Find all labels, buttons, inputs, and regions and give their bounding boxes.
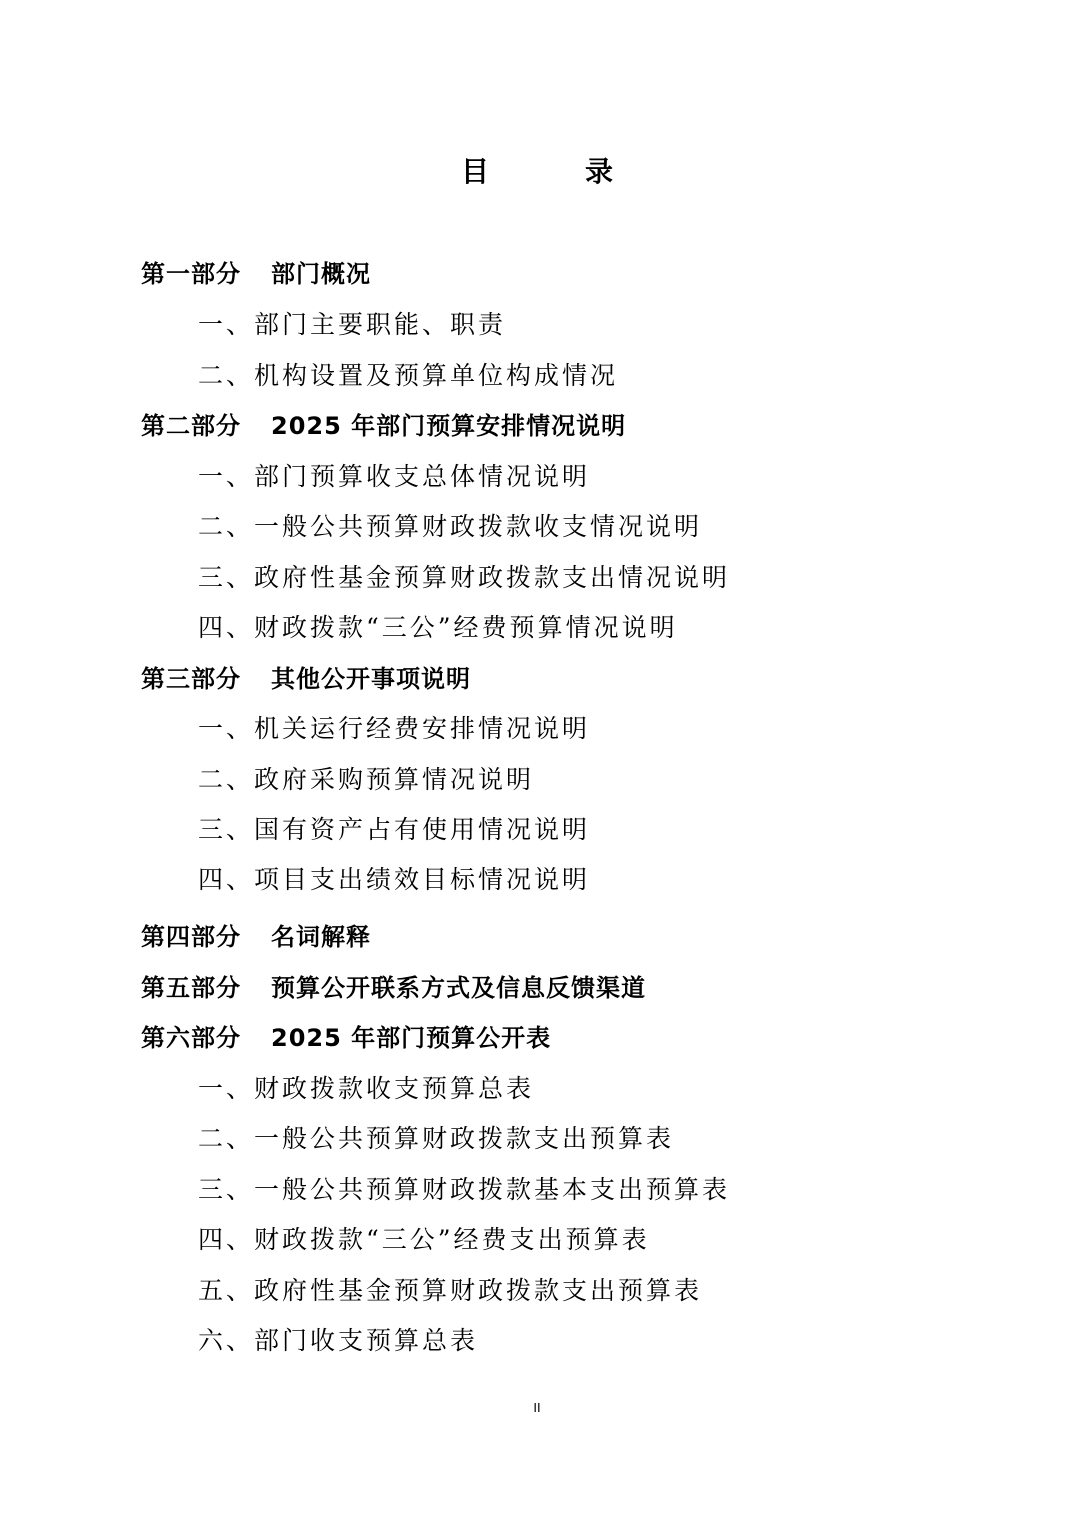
toc-item[interactable]: 二、一般公共预算财政拨款收支情况说明	[198, 512, 703, 541]
toc-part-2[interactable]	[141, 406, 626, 446]
toc-part-6[interactable]	[141, 1018, 551, 1058]
part-title: 名词解释	[271, 923, 371, 951]
part-title: 部门概况	[271, 260, 371, 288]
part-number: 第三部分	[141, 665, 241, 693]
toc-item[interactable]: 四、财政拨款“三公”经费支出预算表	[198, 1225, 650, 1254]
toc-item[interactable]: 三、一般公共预算财政拨款基本支出预算表	[198, 1175, 731, 1204]
toc-part-4[interactable]	[141, 917, 371, 957]
toc-item[interactable]: 四、项目支出绩效目标情况说明	[198, 865, 591, 894]
toc-part-3[interactable]	[141, 659, 471, 699]
toc-item[interactable]: 五、政府性基金预算财政拨款支出预算表	[198, 1276, 703, 1305]
toc-item[interactable]: 三、政府性基金预算财政拨款支出情况说明	[198, 563, 731, 592]
part-title: 2025 年部门预算公开表	[271, 1024, 552, 1052]
part-title: 2025 年部门预算安排情况说明	[271, 412, 627, 440]
toc-item[interactable]: 二、政府采购预算情况说明	[198, 765, 535, 794]
toc-item[interactable]: 六、部门收支预算总表	[198, 1326, 479, 1355]
toc-item[interactable]: 三、国有资产占有使用情况说明	[198, 815, 591, 844]
toc-item[interactable]: 一、机关运行经费安排情况说明	[198, 714, 591, 743]
page-title: 目 录	[460, 155, 647, 188]
toc-item[interactable]: 一、部门主要职能、职责	[198, 310, 507, 339]
toc-item[interactable]: 二、机构设置及预算单位构成情况	[198, 361, 619, 390]
toc-part-5[interactable]	[141, 968, 646, 1008]
toc-item[interactable]: 一、部门预算收支总体情况说明	[198, 462, 591, 491]
part-number: 第四部分	[141, 923, 241, 951]
part-number: 第一部分	[141, 260, 241, 288]
page-number: II	[533, 1400, 541, 1415]
toc-item[interactable]: 二、一般公共预算财政拨款支出预算表	[198, 1124, 675, 1153]
part-title: 预算公开联系方式及信息反馈渠道	[271, 974, 646, 1002]
part-number: 第五部分	[141, 974, 241, 1002]
toc-item[interactable]: 一、财政拨款收支预算总表	[198, 1074, 535, 1103]
toc-part-1[interactable]	[141, 254, 371, 294]
part-number: 第二部分	[141, 412, 241, 440]
part-number: 第六部分	[141, 1024, 241, 1052]
toc-item[interactable]: 四、财政拨款“三公”经费预算情况说明	[198, 613, 678, 642]
part-title: 其他公开事项说明	[271, 665, 471, 693]
